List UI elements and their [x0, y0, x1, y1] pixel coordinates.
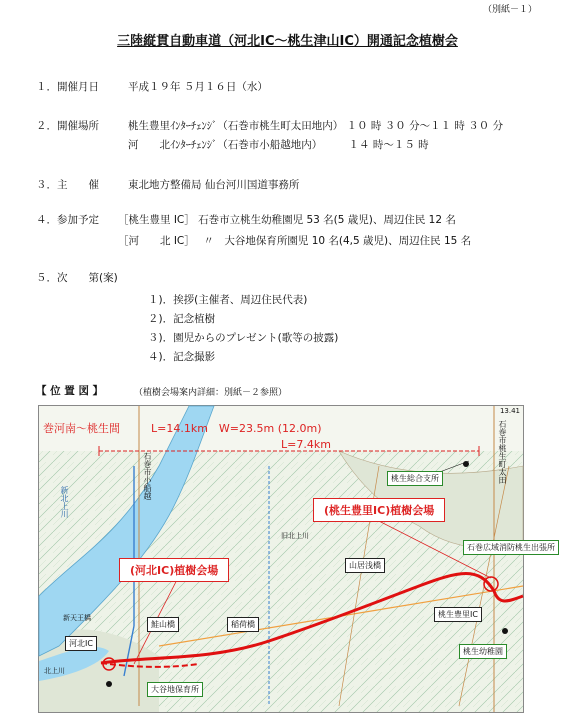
oyachi-marker	[106, 681, 112, 687]
momo-venue-box: (桃生豊里IC)植樹会場	[313, 498, 445, 522]
attachment-label: （別紙－１）	[482, 5, 537, 15]
s5-item: ３)．園児からのプレゼント(歌等の披露)	[148, 332, 339, 344]
map-header-note: （植樹会場案内詳細：別紙－２参照）	[134, 388, 288, 398]
corner-number: 13.41	[499, 407, 520, 415]
route-distance: L=14.1km W=23.5m (12.0m)	[151, 422, 322, 435]
s3-num: ３．主 催	[36, 179, 99, 191]
s5-item: １)．挨拶(主催者、周辺住民代表)	[148, 294, 308, 306]
s5-item: ２)．記念植樹	[148, 313, 216, 325]
s4-line1: ［桃生豊里 IC］ 石巻市立桃生幼稚園児 53 名(5 歳児)、周辺住民 12 名	[118, 214, 456, 226]
fire-station-box: 石巻広域消防桃生出張所	[463, 540, 559, 555]
kahoku-ic-box: 河北IC	[65, 636, 97, 651]
page-title: 三陸縦貫自動車道（河北IC～桃生津山IC）開通記念植樹会	[117, 34, 458, 49]
map-header-label: 【 位 置 図 】	[36, 385, 104, 397]
s1-text: 平成１９年 ５月１６日（水）	[128, 81, 268, 93]
river-label: 新北上川	[60, 486, 69, 518]
route-label: 巻河南～桃生間	[43, 422, 120, 435]
tengo-bridge-label: 新天王橋	[63, 614, 91, 622]
s2-num: ２．開催場所	[36, 120, 99, 132]
s1-num: １．開催月日	[36, 81, 99, 93]
s2-line2: 河 北ｲﾝﾀｰﾁｪﾝｼﾞ（石巻市小船越地内） １４ 時～１５ 時	[128, 139, 429, 151]
kobunakoshi-label: 石巻市小船越	[143, 452, 152, 500]
kindergarten-marker	[502, 628, 508, 634]
s5-num: ５．次 第(案)	[36, 272, 118, 284]
kita-label: 北上川	[44, 667, 65, 675]
momo-kindergarten-box: 桃生幼稚園	[459, 644, 507, 659]
s3-text: 東北地方整備局 仙台河川国道事務所	[128, 179, 300, 191]
s4-num: ４．参加予定	[36, 214, 99, 226]
s2-line1: 桃生豊里ｲﾝﾀｰﾁｪﾝｼﾞ（石巻市桃生町太田地内） １０ 時 ３０ 分～１１ 時 ３０ 分	[128, 120, 504, 132]
old-river-label: 旧北上川	[281, 532, 309, 540]
oyachi-nursery-box: 大谷地保育所	[147, 682, 203, 697]
s4-line2: ［河 北 IC］ 〃 大谷地保育所園児 10 名(4,5 歳児)、周辺住民 15 名	[118, 235, 472, 247]
yamai-bridge-box: 山居浅橋	[345, 558, 385, 573]
kahoku-venue-box: (河北IC)植樹会場	[119, 558, 229, 582]
location-map	[38, 405, 555, 713]
s5-item: ４)．記念撮影	[148, 351, 216, 363]
section-distance: L=7.4km	[281, 438, 331, 451]
map-drawing	[39, 406, 523, 712]
momo-branch-box: 桃生総合支所	[387, 471, 443, 486]
momo-ic-box: 桃生豊里IC	[434, 607, 482, 622]
momo-branch-marker	[463, 461, 469, 467]
sakayama-bridge-box: 鮭山橋	[147, 617, 179, 632]
inari-bridge-box: 稲荷橋	[227, 617, 259, 632]
ota-district-label: 石巻市桃生町太田	[498, 420, 507, 484]
